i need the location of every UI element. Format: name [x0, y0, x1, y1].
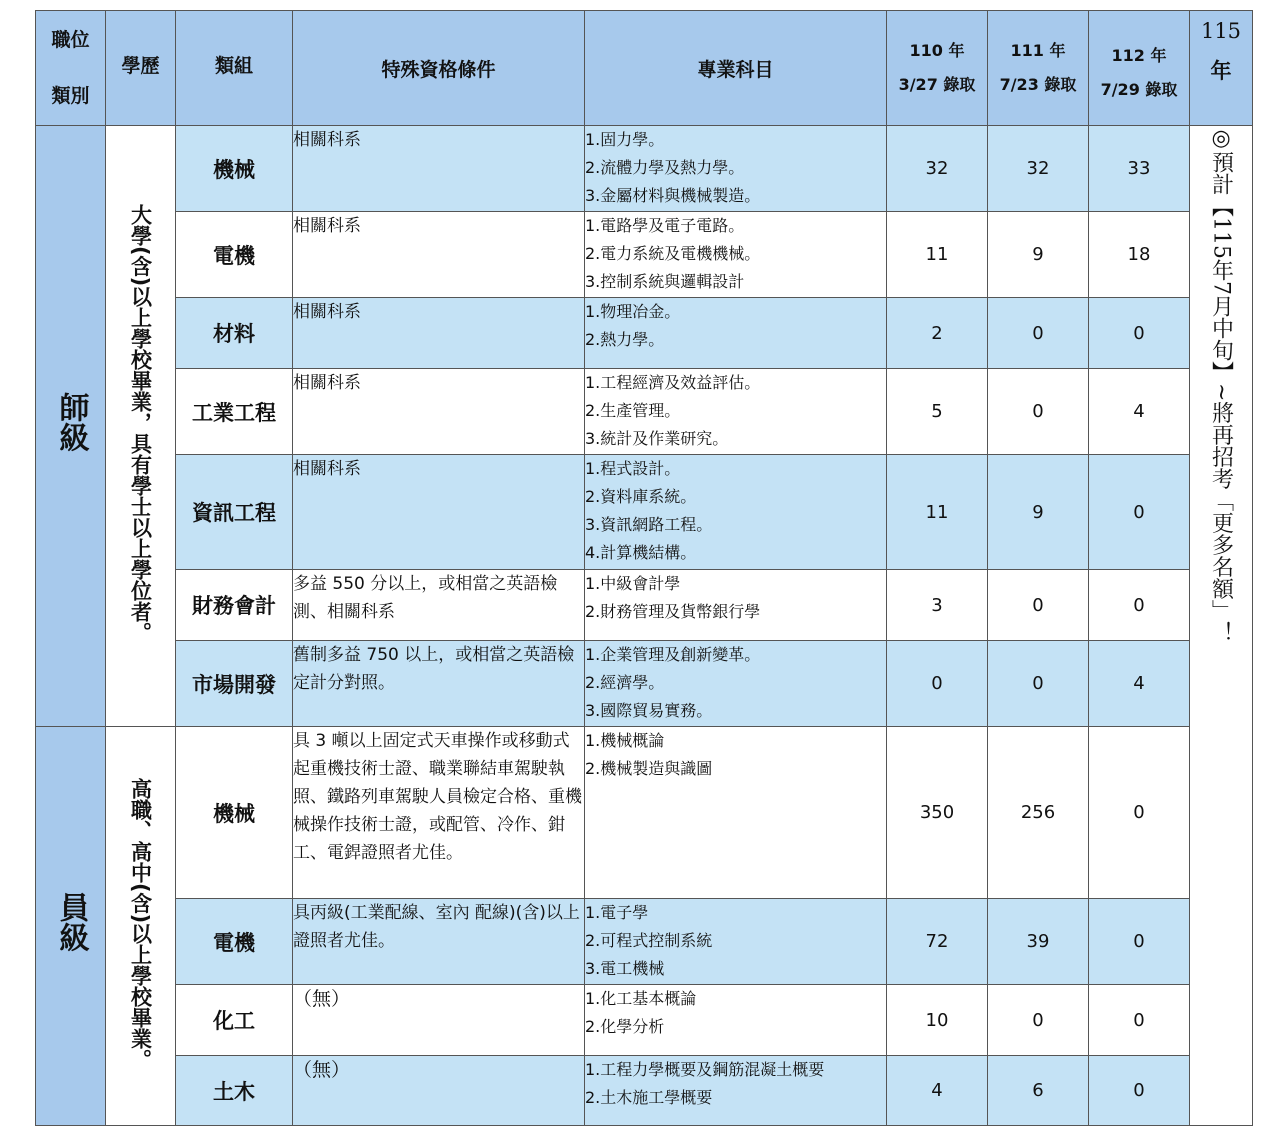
- table-row: [36, 985, 1253, 1056]
- header-group: 類組: [176, 11, 293, 126]
- qualification-cell: （無）: [293, 1056, 585, 1126]
- count-y112: 18: [1089, 212, 1190, 298]
- subject-item: 2.財務管理及貨幣銀行學: [585, 602, 761, 621]
- header-y111: [988, 11, 1089, 126]
- subject-item: 2.資料庫系統。: [585, 487, 697, 506]
- count-y110: 72: [887, 899, 988, 985]
- subject-item: 2.機械製造與識圖: [585, 759, 713, 778]
- subject-item: 1.中級會計學: [585, 574, 681, 593]
- group-cell: 工業工程: [176, 369, 293, 455]
- count-y112: 4: [1089, 641, 1190, 727]
- level-cell-junior: [36, 727, 106, 1126]
- subject-item: 1.工程經濟及效益評估。: [585, 373, 761, 392]
- qualification-cell: 相關科系: [293, 369, 585, 455]
- table-row: [36, 641, 1253, 727]
- header-y115-line2: 年: [1210, 59, 1232, 83]
- header-y112-line2: 7/29 錄取: [1100, 80, 1178, 99]
- count-y111: 9: [988, 455, 1089, 570]
- count-y110: 2: [887, 298, 988, 369]
- qualification-cell: 相關科系: [293, 455, 585, 570]
- group-cell: 化工: [176, 985, 293, 1056]
- count-y111: 0: [988, 298, 1089, 369]
- header-y110: [887, 11, 988, 126]
- subject-item: 1.機械概論: [585, 731, 665, 750]
- subjects-cell: [585, 298, 887, 369]
- count-y111: 6: [988, 1056, 1089, 1126]
- header-y110-line2: 3/27 錄取: [898, 75, 976, 94]
- subject-item: 1.電路學及電子電路。: [585, 216, 745, 235]
- header-y112-line1: 112 年: [1111, 46, 1167, 65]
- subject-item: 3.國際貿易實務。: [585, 701, 713, 720]
- subject-item: 3.資訊網路工程。: [585, 515, 713, 534]
- qualification-cell: 相關科系: [293, 298, 585, 369]
- count-y111: 256: [988, 727, 1089, 899]
- subjects-cell: [585, 212, 887, 298]
- level-cell-senior: [36, 126, 106, 727]
- subjects-cell: [585, 369, 887, 455]
- group-cell: 機械: [176, 727, 293, 899]
- count-y112: 33: [1089, 126, 1190, 212]
- subject-item: 3.電工機械: [585, 959, 665, 978]
- table-row: [36, 455, 1253, 570]
- count-y112: 0: [1089, 899, 1190, 985]
- qualification-cell: 相關科系: [293, 212, 585, 298]
- subjects-cell: [585, 1056, 887, 1126]
- group-cell: 財務會計: [176, 570, 293, 641]
- subjects-cell: [585, 641, 887, 727]
- education-cell-junior: [106, 727, 176, 1126]
- group-cell: 資訊工程: [176, 455, 293, 570]
- table-row: [36, 298, 1253, 369]
- count-y110: 5: [887, 369, 988, 455]
- subject-item: 1.化工基本概論: [585, 989, 697, 1008]
- qualification-cell: 舊制多益 750 以上，或相當之英語檢定計分對照。: [293, 641, 585, 727]
- education-label: 高職、高中(含)以上學校畢業。: [128, 777, 153, 1071]
- header-row: [36, 11, 1253, 126]
- table-row: [36, 727, 1253, 899]
- count-y112: 4: [1089, 369, 1190, 455]
- group-cell: 土木: [176, 1056, 293, 1126]
- count-y110: 4: [887, 1056, 988, 1126]
- level-label: 員級: [53, 892, 89, 952]
- subject-item: 3.金屬材料與機械製造。: [585, 186, 761, 205]
- count-y110: 32: [887, 126, 988, 212]
- count-y110: 10: [887, 985, 988, 1056]
- subjects-cell: [585, 985, 887, 1056]
- note-text: ◎預計【115年7月中旬】~將再招考「更多名額」！: [1208, 126, 1234, 644]
- subject-item: 2.土木施工學概要: [585, 1088, 713, 1107]
- count-y111: 0: [988, 570, 1089, 641]
- subjects-cell: [585, 727, 887, 899]
- subject-item: 2.可程式控制系統: [585, 931, 713, 950]
- subject-item: 2.化學分析: [585, 1017, 665, 1036]
- qualification-cell: 具 3 噸以上固定式天車操作或移動式起重機技術士證、職業聯結車駕駛執照、鐵路列車駕駛人員檢定合格、重機械操作技術士證，或配管、冷作、鉗工、電銲證照者尤佳。: [293, 727, 585, 899]
- subject-item: 1.物理冶金。: [585, 302, 681, 321]
- recruitment-table: [35, 10, 1253, 1126]
- note-cell: [1190, 126, 1253, 1126]
- subject-item: 1.固力學。: [585, 130, 665, 149]
- subject-item: 3.控制系統與邏輯設計: [585, 272, 745, 291]
- table-row: [36, 570, 1253, 641]
- count-y111: 32: [988, 126, 1089, 212]
- count-y111: 9: [988, 212, 1089, 298]
- header-level-line1: 職位: [51, 29, 90, 51]
- header-y111-line1: 111 年: [1010, 41, 1066, 60]
- subjects-cell: [585, 570, 887, 641]
- group-cell: 電機: [176, 899, 293, 985]
- education-cell-senior: [106, 126, 176, 727]
- table-row: [36, 212, 1253, 298]
- count-y111: 0: [988, 641, 1089, 727]
- count-y111: 39: [988, 899, 1089, 985]
- subject-item: 2.生產管理。: [585, 401, 681, 420]
- qualification-cell: 具丙級(工業配線、室內 配線)(含)以上證照者尤佳。: [293, 899, 585, 985]
- subjects-cell: [585, 455, 887, 570]
- header-qualification: 特殊資格條件: [293, 11, 585, 126]
- subject-item: 1.工程力學概要及鋼筋混凝土概要: [585, 1060, 825, 1079]
- subject-item: 2.流體力學及熱力學。: [585, 158, 745, 177]
- subject-item: 2.熱力學。: [585, 330, 665, 349]
- header-education: 學歷: [106, 11, 176, 126]
- count-y110: 350: [887, 727, 988, 899]
- header-y115-line1: 115: [1200, 19, 1242, 43]
- group-cell: 材料: [176, 298, 293, 369]
- qualification-cell: （無）: [293, 985, 585, 1056]
- qualification-cell: 相關科系: [293, 126, 585, 212]
- subjects-cell: [585, 899, 887, 985]
- table-row: [36, 1056, 1253, 1126]
- table-row: [36, 126, 1253, 212]
- header-subjects: 專業科目: [585, 11, 887, 126]
- header-y112: [1089, 11, 1190, 126]
- header-level-line2: 類別: [51, 85, 90, 107]
- subject-item: 1.企業管理及創新變革。: [585, 645, 761, 664]
- count-y112: 0: [1089, 985, 1190, 1056]
- count-y112: 0: [1089, 727, 1190, 899]
- subject-item: 1.程式設計。: [585, 459, 681, 478]
- count-y110: 3: [887, 570, 988, 641]
- subject-item: 2.經濟學。: [585, 673, 665, 692]
- count-y112: 0: [1089, 298, 1190, 369]
- group-cell: 機械: [176, 126, 293, 212]
- count-y111: 0: [988, 369, 1089, 455]
- count-y111: 0: [988, 985, 1089, 1056]
- group-cell: 電機: [176, 212, 293, 298]
- level-label: 師級: [53, 392, 89, 452]
- group-cell: 市場開發: [176, 641, 293, 727]
- header-y110-line1: 110 年: [909, 41, 965, 60]
- count-y110: 11: [887, 212, 988, 298]
- header-level: [36, 11, 106, 126]
- count-y110: 0: [887, 641, 988, 727]
- subject-item: 4.計算機結構。: [585, 543, 697, 562]
- education-label: 大學(含)以上學校畢業，具有學士以上學位者。: [128, 204, 153, 644]
- count-y110: 11: [887, 455, 988, 570]
- subject-item: 3.統計及作業研究。: [585, 429, 729, 448]
- count-y112: 0: [1089, 570, 1190, 641]
- count-y112: 0: [1089, 1056, 1190, 1126]
- table-row: [36, 899, 1253, 985]
- table-row: [36, 369, 1253, 455]
- header-y115: [1190, 11, 1253, 126]
- subjects-cell: [585, 126, 887, 212]
- qualification-cell: 多益 550 分以上，或相當之英語檢測、相關科系: [293, 570, 585, 641]
- subject-item: 2.電力系統及電機機械。: [585, 244, 761, 263]
- count-y112: 0: [1089, 455, 1190, 570]
- header-y111-line2: 7/23 錄取: [999, 75, 1077, 94]
- subject-item: 1.電子學: [585, 903, 649, 922]
